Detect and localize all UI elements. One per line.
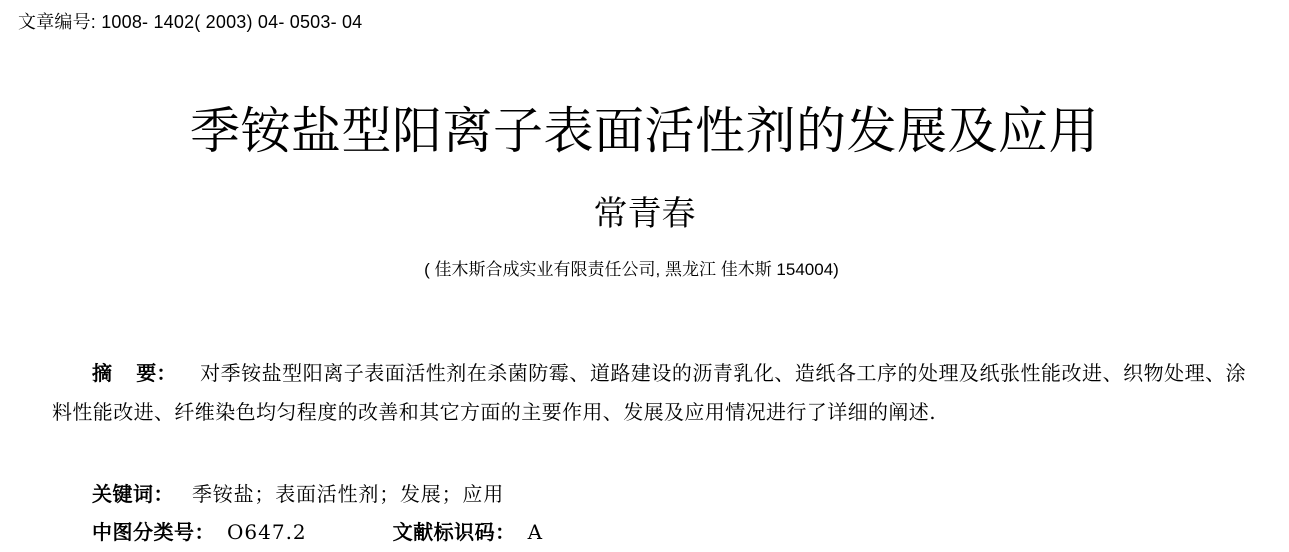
clc-label: 中图分类号： (92, 522, 215, 544)
keywords-label: 关键词： (92, 484, 174, 506)
classification-section (92, 516, 543, 549)
abstract-label (92, 363, 182, 385)
document-code-value: A (527, 520, 544, 544)
author-affiliation: ( 佳木斯合成实业有限责任公司, 黑龙江 佳木斯 154004) (424, 260, 839, 279)
abstract-label-right: 要： (136, 363, 177, 385)
keywords-section (92, 478, 504, 511)
document-code-label: 文献标识码： (392, 522, 516, 544)
paper-title: 季铵盐型阳离子表面活性剂的发展及应用 (190, 103, 1099, 159)
article-number: 文章编号: 1008- 1402( 2003) 04- 0503- 04 (18, 12, 363, 32)
abstract-text: 对季铵盐型阳离子表面活性剂在杀菌防霉、道路建设的沥青乳化、造纸各工序的处理及纸张性能改进、织物处理、涂料性能改进、纤维染色均匀程度的改善和其它方面的主要作用、发展及应用情况进行了详细的阐述. (52, 361, 1247, 424)
keywords-value: 季铵盐；表面活性剂；发展；应用 (192, 482, 504, 506)
author-name: 常青春 (593, 194, 696, 234)
abstract-section (52, 354, 1246, 431)
abstract-label-left: 摘 (92, 363, 113, 385)
clc-value: O647.2 (227, 520, 307, 544)
